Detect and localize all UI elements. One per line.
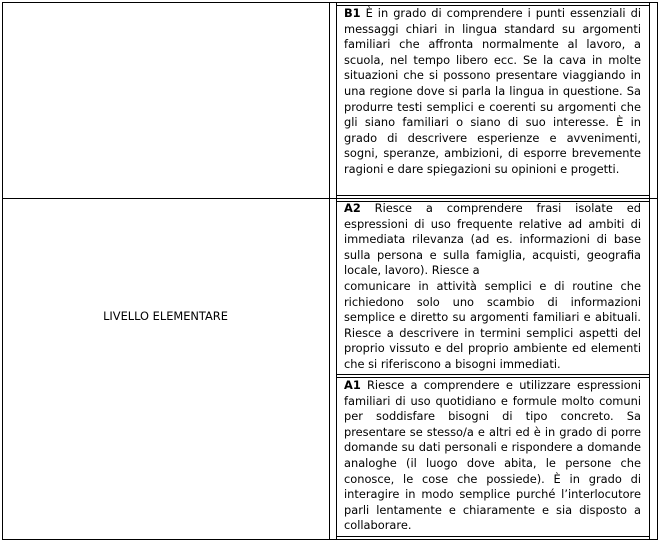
description-text-b1: È in grado di comprendere i punti essenziali di messaggi chiari in lingua standard su argomenti familiari che affronta normalmente al lavoro, a scuola, nel tempo libero ecc. Se la cava in molte situazioni che si possono presentare viaggiando in una regione dove si parla la lingua in questione. Sa produrre testi semplici e coerenti su argomenti che gli siano familiari o siano di suo interesse. È in grado di descrivere esperienze e avvenimenti, sogni, speranze, ambizioni, di esporre brevemente ragioni e dare spiegazioni su opinioni e progetti. <box>344 6 641 176</box>
description-a1 <box>344 378 641 534</box>
description-text-a2-cont: comunicare in attività semplici e di routine che richiedono solo uno scambio di informazioni semplice e diretto su argomenti familiari e abituali. Riesce a descrivere in termini semplici aspetti del proprio vissuto e del proprio ambiente ed elementi che si riferiscono a bisogni immediati. <box>344 278 641 371</box>
column-divider-middle <box>336 2 337 540</box>
level-label: LIVELLO ELEMENTARE <box>103 309 228 323</box>
level-code-a2: A2 <box>344 201 361 215</box>
row-divider-b1 <box>2 198 658 199</box>
description-a2 <box>344 201 641 373</box>
description-text-a2: Riesce a comprendere frasi isolate ed espressioni di uso frequente relative ad ambiti di immediata rilevanza (ad es. informazioni di base sulla persona e sulla famiglia, acquisti, geografia locale, lavoro). Riesce a <box>344 201 641 278</box>
row-divider-a2 <box>336 374 650 375</box>
description-b1 <box>344 6 641 178</box>
level-code-b1: B1 <box>344 6 361 20</box>
column-divider-right <box>649 2 650 540</box>
description-text-a1: Riesce a comprendere e utilizzare espressioni familiari di uso quotidiano e formule molto comuni per soddisfare bisogni di tipo concreto. Sa presentare se stesso/a e altri ed è in grado di porre domande su dati personali e rispondere a domande analoghe (il luogo dove abita, le persone che conosce, le cose che possiede). È in grado di interagire in modo semplice purché l’interlocutore parli lentamente e chiaramente e sia disposto a collaborare. <box>344 378 642 533</box>
level-code-a1: A1 <box>344 378 361 392</box>
cell-bottom-b1 <box>336 195 650 196</box>
column-divider-left <box>329 2 330 540</box>
cell-bottom-a1 <box>336 536 650 537</box>
